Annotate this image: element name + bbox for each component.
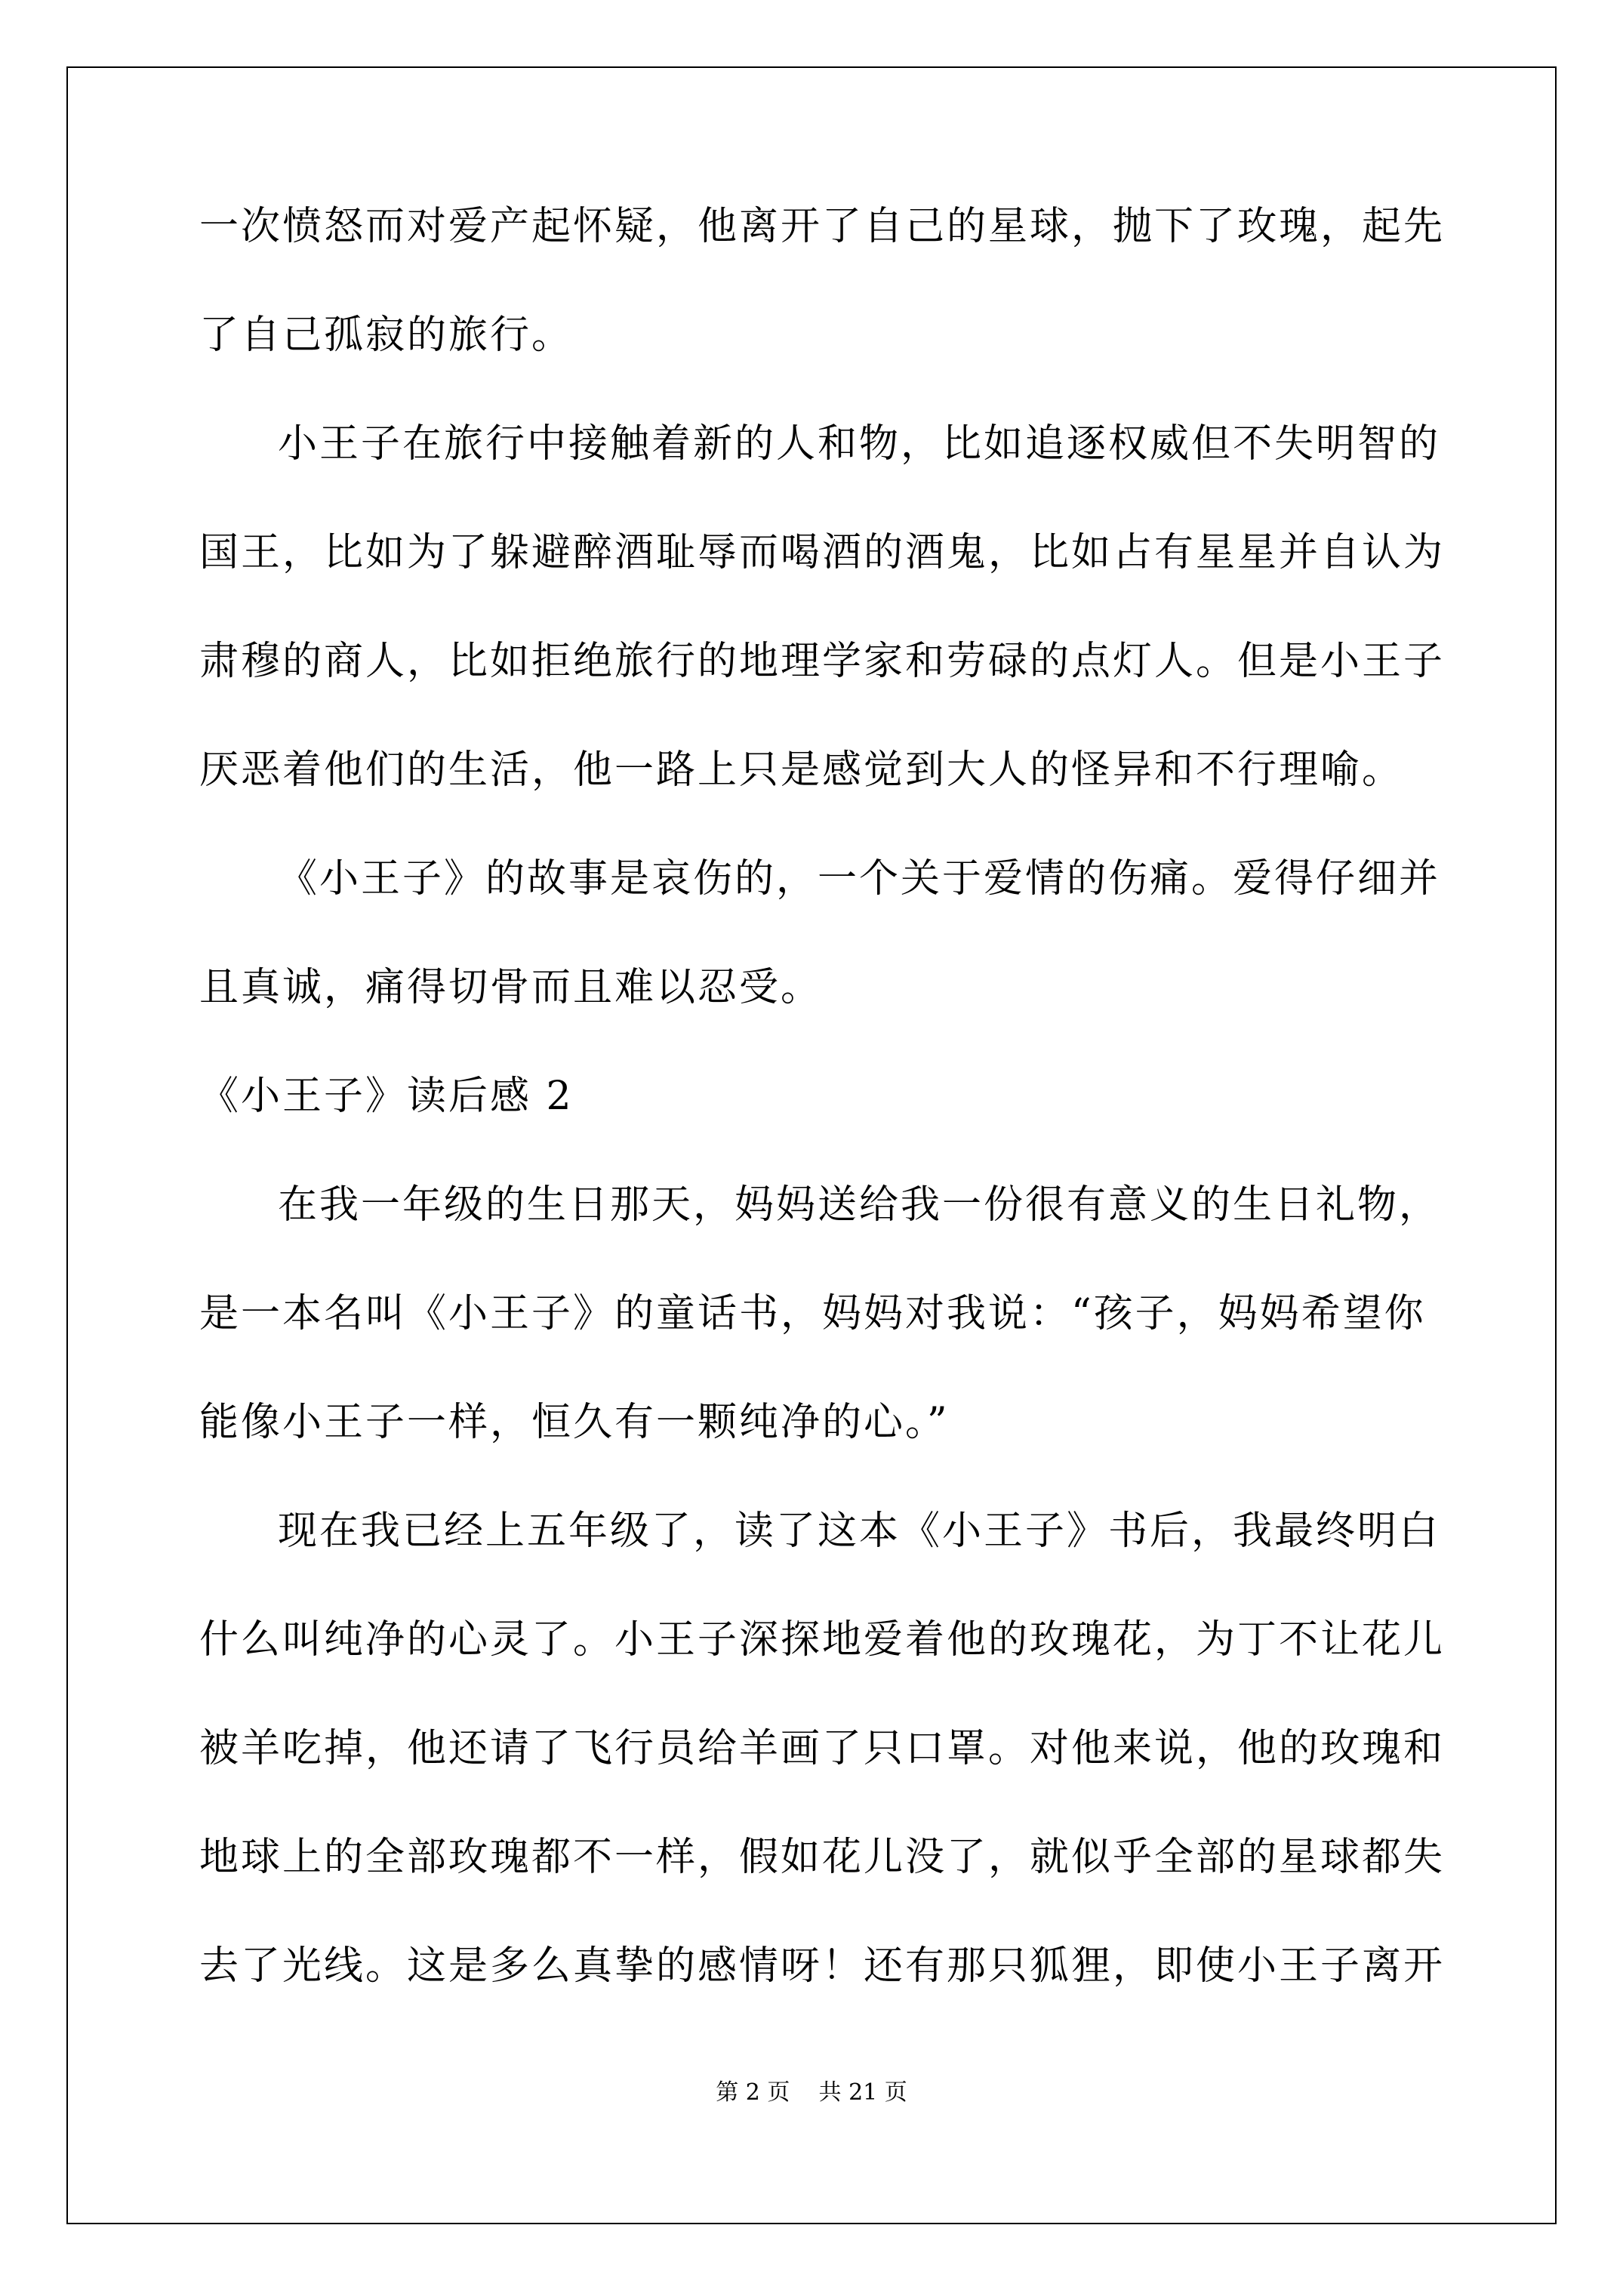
page-footer — [0, 2079, 1623, 2106]
section-heading: 《小王子》读后感 2 — [199, 1074, 574, 1119]
text-line: 地球上的全部玫瑰都不一样，假如花儿没了，就似乎全部的星球都失 — [199, 1835, 1446, 1880]
text-line: 现在我已经上五年级了，读了这本《小王子》书后，我最终明白 — [278, 1509, 1441, 1554]
document-body — [199, 204, 1446, 1989]
text-line: 一次愤怒而对爱产起怀疑，他离开了自己的星球，抛下了玫瑰，起先 — [199, 204, 1446, 249]
text-line: 什么叫纯净的心灵了。小王子深探地爱着他的玫瑰花，为丁不让花儿 — [199, 1617, 1446, 1663]
text-line: 肃穆的商人，比如拒绝旅行的地理学家和劳碌的点灯人。但是小王子 — [199, 639, 1446, 684]
text-line: 能像小王子一样，恒久有一颗纯净的心。” — [199, 1400, 950, 1445]
text-line: 《小王子》的故事是哀伤的，一个关于爱情的伤痛。爱得仔细并 — [278, 856, 1441, 901]
text-line: 被羊吃掉，他还请了飞行员给羊画了只口罩。对他来说，他的玫瑰和 — [199, 1726, 1446, 1771]
page-number: 第 2 页 — [716, 2079, 790, 2106]
text-line: 且真诚，痛得切骨而且难以忍受。 — [199, 965, 823, 1010]
text-line: 了自己孤寂的旅行。 — [199, 313, 574, 358]
text-line: 在我一年级的生日那天，妈妈送给我一份很有意义的生日礼物， — [278, 1182, 1441, 1228]
text-line: 国王，比如为了躲避醉酒耻辱而喝酒的酒鬼，比如占有星星并自认为 — [199, 530, 1446, 575]
text-line: 是一本名叫《小王子》的童话书，妈妈对我说：“孩子，妈妈希望你 — [199, 1291, 1426, 1336]
page-total: 共 21 页 — [818, 2079, 907, 2106]
text-line: 去了光线。这是多么真挚的感情呀！还有那只狐狸，即使小王子离开 — [199, 1943, 1446, 1989]
text-line: 小王子在旅行中接触着新的人和物，比如追逐权威但不失明智的 — [278, 421, 1441, 467]
text-line: 厌恶着他们的生活，他一路上只是感觉到大人的怪异和不行理喻。 — [199, 747, 1404, 793]
